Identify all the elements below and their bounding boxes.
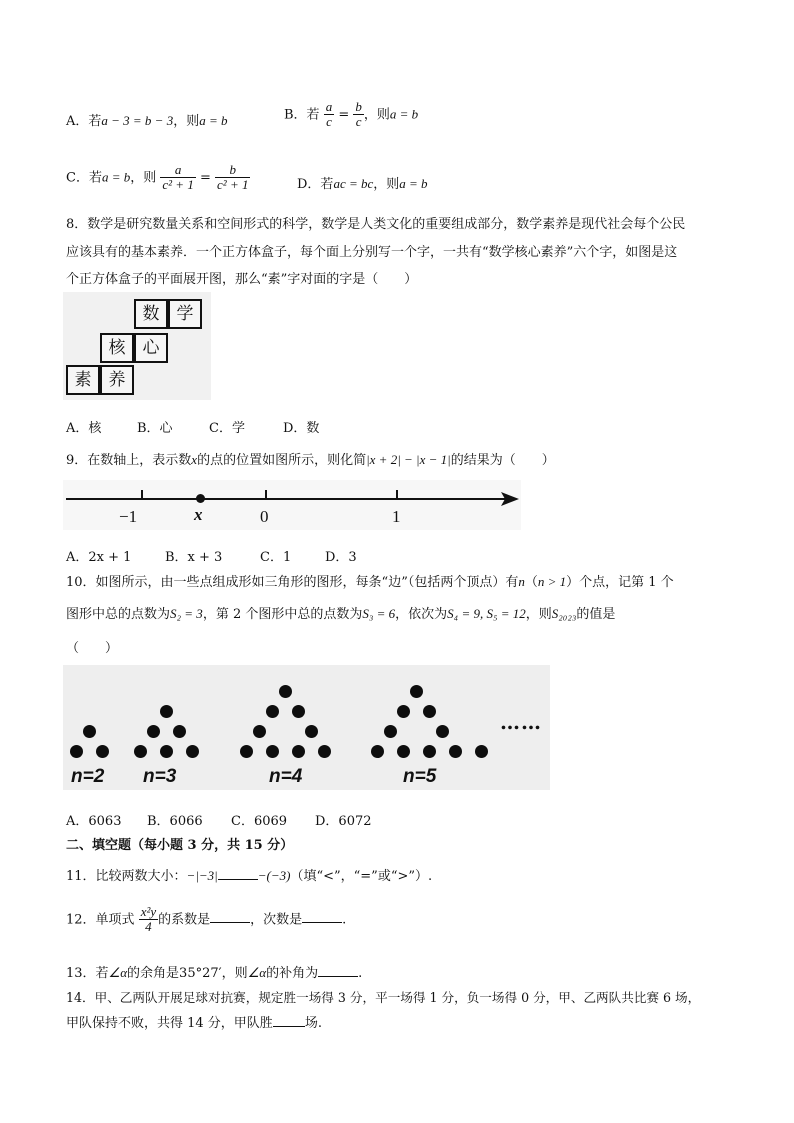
dot bbox=[305, 725, 318, 738]
q8-stem-line3: 个正方体盒子的平面展开图，那么“素”字对面的字是（ ） bbox=[66, 272, 418, 287]
q7-option-d: D．若ac = bc，则a = b bbox=[297, 176, 428, 192]
ellipsis: …… bbox=[500, 710, 542, 734]
dot bbox=[292, 705, 305, 718]
tick-label-minus1: −1 bbox=[119, 507, 138, 526]
answer-blank[interactable] bbox=[218, 879, 258, 880]
section2-title: 二、填空题（每小题 3 分，共 15 分） bbox=[66, 838, 294, 853]
cube-net-figure bbox=[63, 292, 211, 400]
dot bbox=[186, 745, 199, 758]
net-cell-xin: 心 bbox=[134, 333, 168, 363]
dot bbox=[436, 725, 449, 738]
dot bbox=[253, 725, 266, 738]
point-x bbox=[196, 494, 205, 503]
dot bbox=[475, 745, 488, 758]
q10-option-c: C．6069 bbox=[231, 814, 288, 829]
dot bbox=[423, 745, 436, 758]
q8-option-b: B．心 bbox=[137, 421, 173, 436]
answer-blank[interactable] bbox=[210, 922, 250, 923]
net-cell-he: 核 bbox=[100, 333, 134, 363]
tick-minus1 bbox=[141, 490, 143, 499]
label-n3: n=3 bbox=[143, 766, 177, 787]
q10-stem-line1: 10．如图所示，由一些点组成形如三角形的图形，每条“边”（包括两个顶点）有n（n > 1）个点，记第 1 个 bbox=[66, 574, 674, 590]
q9-option-d: D．3 bbox=[325, 550, 357, 565]
dot bbox=[96, 745, 109, 758]
dot bbox=[449, 745, 462, 758]
dot bbox=[266, 705, 279, 718]
dot bbox=[384, 725, 397, 738]
dot bbox=[397, 705, 410, 718]
label-n2: n=2 bbox=[71, 766, 105, 787]
q8-option-d: D．数 bbox=[283, 421, 320, 436]
net-cell-su: 素 bbox=[66, 365, 100, 395]
dot bbox=[266, 745, 279, 758]
dot bbox=[292, 745, 305, 758]
dot bbox=[410, 685, 423, 698]
number-line-figure bbox=[63, 480, 521, 530]
q9-option-c: C．1 bbox=[260, 550, 292, 565]
q7-option-a: A．若a − 3 = b − 3，则a = b bbox=[66, 113, 228, 129]
triangle-dots-figure bbox=[63, 665, 550, 790]
tick-1 bbox=[396, 490, 398, 499]
number-line-axis bbox=[66, 498, 506, 500]
net-cell-xue: 学 bbox=[168, 299, 202, 329]
q9-option-a: A．2x + 1 bbox=[66, 550, 132, 565]
q14-line2: 甲队保持不败，共得 14 分，甲队胜 场. bbox=[66, 1016, 322, 1031]
dot bbox=[240, 745, 253, 758]
label-n5: n=5 bbox=[403, 766, 437, 787]
q10-stem-line2: 图形中总的点数为S₂ = 3，第 2 个图形中总的点数为S₃ = 6，依次为S₄ = 9, S₅ = 12，则S₂₀₂₃的值是 bbox=[66, 606, 616, 622]
q8-stem-line1: 8．数学是研究数量关系和空间形式的科学，数学是人类文化的重要组成部分，数学素养是现代社会每个公民 bbox=[66, 217, 686, 232]
tick-label-x: x bbox=[194, 505, 203, 524]
net-cell-yang: 养 bbox=[100, 365, 134, 395]
tick-label-0: 0 bbox=[260, 507, 269, 526]
q12: 12．单项式 $\frac{\text{x²y}}{4}$ 的系数是 ，次数是 . bbox=[66, 904, 347, 935]
net-cell-shu: 数 bbox=[134, 299, 168, 329]
q10-option-b: B．6066 bbox=[147, 814, 203, 829]
answer-blank[interactable] bbox=[302, 922, 342, 923]
q7-option-b: B．若 $\frac{a}{c}$ = $\frac{b}{c}$ ，则a = b bbox=[284, 99, 419, 130]
q9-stem: 9．在数轴上，表示数x的点的位置如图所示，则化简|x + 2| − |x − 1|的结果为（ ） bbox=[66, 452, 555, 468]
q9-option-b: B．x + 3 bbox=[165, 550, 223, 565]
dot bbox=[173, 725, 186, 738]
q10-option-a: A．6063 bbox=[66, 814, 122, 829]
q10-stem-line3: （ ） bbox=[66, 641, 119, 656]
dot bbox=[134, 745, 147, 758]
tick-0 bbox=[265, 490, 267, 499]
dot bbox=[147, 725, 160, 738]
dot bbox=[423, 705, 436, 718]
label-n4: n=4 bbox=[269, 766, 303, 787]
q10-option-d: D．6072 bbox=[315, 814, 372, 829]
answer-blank[interactable] bbox=[273, 1026, 305, 1027]
q8-option-c: C．学 bbox=[209, 421, 245, 436]
q8-stem-line2: 应该具有的基本素养．一个正方体盒子，每个面上分别写一个字，一共有“数学核心素养”六个字，如图是这 bbox=[66, 245, 678, 260]
dot bbox=[318, 745, 331, 758]
answer-blank[interactable] bbox=[318, 976, 358, 977]
q13: 13．若∠α的余角是35°27′，则∠α的补角为 . bbox=[66, 965, 363, 981]
dot bbox=[83, 725, 96, 738]
dot bbox=[371, 745, 384, 758]
dot bbox=[70, 745, 83, 758]
q14-line1: 14．甲、乙两队开展足球对抗赛，规定胜一场得 3 分，平一场得 1 分，负一场得 0 分，甲、乙两队共比赛 6 场， bbox=[66, 990, 701, 1005]
axis-arrow-icon bbox=[501, 492, 519, 506]
q11: 11．比较两数大小：−|−3| −(−3)（填“<”，“=”或“>”）. bbox=[66, 868, 433, 884]
dot bbox=[279, 685, 292, 698]
q8-option-a: A．核 bbox=[66, 421, 102, 436]
dot bbox=[160, 745, 173, 758]
q7-option-c: C．若a = b，则 $\frac{a}{\text{c² + 1}}$ = $\frac{b}{\text{c² + 1}}$ bbox=[66, 162, 249, 193]
tick-label-1: 1 bbox=[392, 507, 401, 526]
dot bbox=[160, 705, 173, 718]
dot bbox=[397, 745, 410, 758]
